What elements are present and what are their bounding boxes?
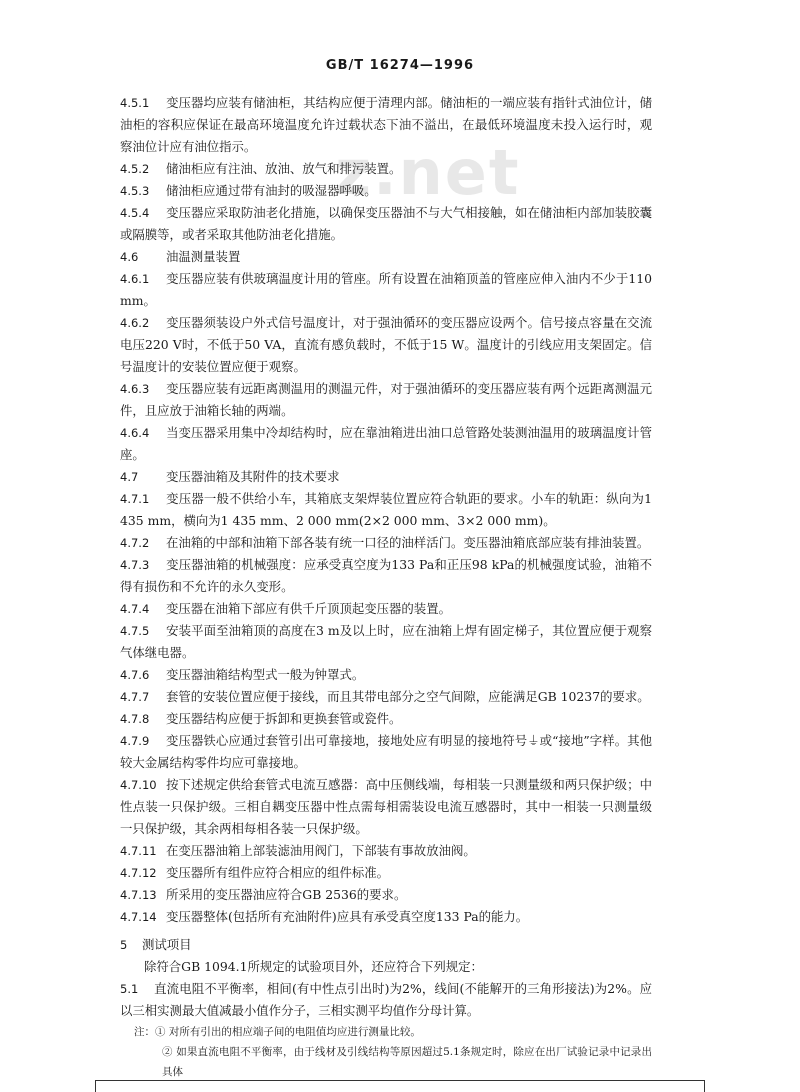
clause-4-7-14: [120, 906, 652, 928]
clause-number: 4.7.12: [120, 866, 157, 880]
section-title: 测试项目: [142, 937, 192, 952]
clause-4-6-3: [120, 378, 652, 422]
clause-number: 4.7.14: [120, 910, 157, 924]
clause-text: 变压器油箱的机械强度：应承受真空度为133 Pa和正压98 kPa的机械强度试验，油箱不得有损伤和不允许的永久变形。: [120, 557, 652, 594]
clause-4-5-3: [120, 180, 652, 202]
clause-number: 4.7.9: [120, 734, 150, 748]
clause-number: 5.1: [120, 982, 139, 996]
clause-4-7-5: [120, 620, 652, 664]
clause-number: 4.5.4: [120, 206, 150, 220]
clause-4-7-9: [120, 730, 652, 774]
clause-text: 变压器均应装有储油柜，其结构应便于清理内部。储油柜的一端应装有指针式油位计，储油柜的容积应保证在最高环境温度允许过载状态下油不溢出，在最低环境温度未投入运行时，观察油位计应有油位指示。: [120, 95, 652, 154]
section-title: 变压器油箱及其附件的技术要求: [166, 469, 340, 484]
clause-number: 4.5.1: [120, 96, 150, 110]
clause-text: 安装平面至油箱顶的高度在3 m及以上时，应在油箱上焊有固定梯子，其位置应便于观察气体继电器。: [120, 623, 652, 660]
clause-4-6-4: [120, 422, 652, 466]
clause-number: 4.7.5: [120, 624, 150, 638]
clause-number: 4.7.4: [120, 602, 150, 616]
clause-text: 变压器一般不供给小车，其箱底支架焊装位置应符合轨距的要求。小车的轨距：纵向为1 435 mm，横向为1 435 mm、2 000 mm(2×2 000 mm、3×2 000 mm)。: [120, 491, 652, 528]
clause-number: 4.7.7: [120, 690, 150, 704]
clause-number: 4.7.1: [120, 492, 150, 506]
clause-number: 4.7.2: [120, 536, 150, 550]
clause-4-7-7: [120, 686, 652, 708]
note-2: ② 如果直流电阻不平衡率，由于线材及引线结构等原因超过5.1条规定时，除应在出厂试验记录中记录出具体: [162, 1046, 652, 1078]
section-number: 4.7: [120, 470, 139, 484]
clause-text: 变压器应装有供玻璃温度计用的管座。所有设置在油箱顶盖的管座应伸入油内不少于110 mm。: [120, 271, 652, 308]
clause-text: 储油柜应有注油、放油、放气和排污装置。: [166, 161, 402, 176]
clause-4-7-12: [120, 862, 652, 884]
clause-number: 4.7.3: [120, 558, 150, 572]
clause-number: 4.5.2: [120, 162, 150, 176]
clause-text: 在油箱的中部和油箱下部各装有统一口径的油样活门。变压器油箱底部应装有排油装置。: [166, 535, 650, 550]
section-4-6-heading: [120, 246, 652, 268]
clause-text: 储油柜应通过带有油封的吸湿器呼吸。: [166, 183, 377, 198]
section-number: 4.6: [120, 250, 139, 264]
section-number: 5: [120, 938, 128, 952]
clause-text: 所采用的变压器油应符合GB 2536的要求。: [166, 887, 407, 902]
clause-4-7-10: [120, 774, 652, 840]
clause-text: 变压器在油箱下部应有供千斤顶顶起变压器的装置。: [166, 601, 451, 616]
clause-text: 套管的安装位置应便于接线，而且其带电部分之空气间隙，应能满足GB 10237的要求。: [166, 689, 650, 704]
clause-4-7-13: [120, 884, 652, 906]
watermark: z.net: [335, 136, 521, 209]
clause-text: 在变压器油箱上部装滤油用阀门，下部装有事故放油阀。: [166, 843, 476, 858]
clause-number: 4.5.3: [120, 184, 150, 198]
section-title: 油温测量装置: [166, 249, 241, 264]
page-bottom-frame: [95, 1080, 705, 1092]
clause-4-7-1: [120, 488, 652, 532]
clause-number: 4.6.2: [120, 316, 150, 330]
document-body: [120, 92, 652, 1082]
clause-4-5-1: [120, 92, 652, 158]
clause-number: 4.7.13: [120, 888, 157, 902]
note-1: 注：① 对所有引出的相应端子间的电阻值均应进行测量比较。: [134, 1026, 421, 1038]
clause-4-7-4: [120, 598, 652, 620]
clause-number: 4.7.6: [120, 668, 150, 682]
clause-4-7-11: [120, 840, 652, 862]
clause-text: 变压器应采取防油老化措施，以确保变压器油不与大气相接触，如在储油柜内部加装胶囊或隔膜等，或者采取其他防油老化措施。: [120, 205, 652, 242]
clause-text: 当变压器采用集中冷却结构时，应在靠油箱进出油口总管路处装测油温用的玻璃温度计管座。: [120, 425, 652, 462]
clause-number: 4.7.10: [120, 778, 157, 792]
clause-number: 4.6.1: [120, 272, 150, 286]
clause-text: 变压器铁心应通过套管引出可靠接地，接地处应有明显的接地符号⏚或“接地”字样。其他较大金属结构零件均应可靠接地。: [120, 733, 652, 770]
clause-text: 变压器应装有远距离测温用的测温元件，对于强油循环的变压器应装有两个远距离测温元件，且应放于油箱长轴的两端。: [120, 381, 652, 418]
clause-text: 变压器须装设户外式信号温度计，对于强油循环的变压器应设两个。信号接点容量在交流电压220 V时，不低于50 VA，直流有感负载时，不低于15 W。温度计的引线应用支架固定。信号温度计的安装位置应便于观察。: [120, 315, 652, 374]
clause-text: 变压器结构应便于拆卸和更换套管或瓷件。: [166, 711, 402, 726]
section-4-7-heading: [120, 466, 652, 488]
section-5-heading: [120, 934, 652, 956]
clause-number: 4.6.3: [120, 382, 150, 396]
clause-number: 4.7.11: [120, 844, 157, 858]
clause-number: 4.7.8: [120, 712, 150, 726]
clause-4-6-1: [120, 268, 652, 312]
clause-4-5-2: [120, 158, 652, 180]
clause-4-6-2: [120, 312, 652, 378]
standard-code-header: GB/T 16274—1996: [325, 58, 475, 73]
clause-4-7-8: [120, 708, 652, 730]
clause-text: 变压器整体(包括所有充油附件)应具有承受真空度133 Pa的能力。: [166, 909, 529, 924]
clause-5-1: [120, 978, 652, 1022]
clause-4-7-3: [120, 554, 652, 598]
clause-text: 变压器所有组件应符合相应的组件标准。: [166, 865, 390, 880]
clause-4-7-6: [120, 664, 652, 686]
clause-number: 4.6.4: [120, 426, 150, 440]
clause-4-5-4: [120, 202, 652, 246]
clause-4-7-2: [120, 532, 652, 554]
clause-text: 按下述规定供给套管式电流互感器：高中压侧线端，每相装一只测量级和两只保护级；中性点装一只保护级。三相自耦变压器中性点需每相需装设电流互感器时，其中一相装一只测量级一只保护级，其余两相每相各装一只保护级。: [120, 777, 652, 836]
clause-text: 变压器油箱结构型式一般为钟罩式。: [166, 667, 365, 682]
clause-text: 直流电阻不平衡率，相间(有中性点引出时)为2%，线间(不能解开的三角形接法)为2%。应以三相实测最大值减最小值作分子，三相实测平均值作分母计算。: [120, 981, 652, 1018]
section-5-intro: 除符合GB 1094.1所规定的试验项目外，还应符合下列规定：: [144, 959, 483, 974]
